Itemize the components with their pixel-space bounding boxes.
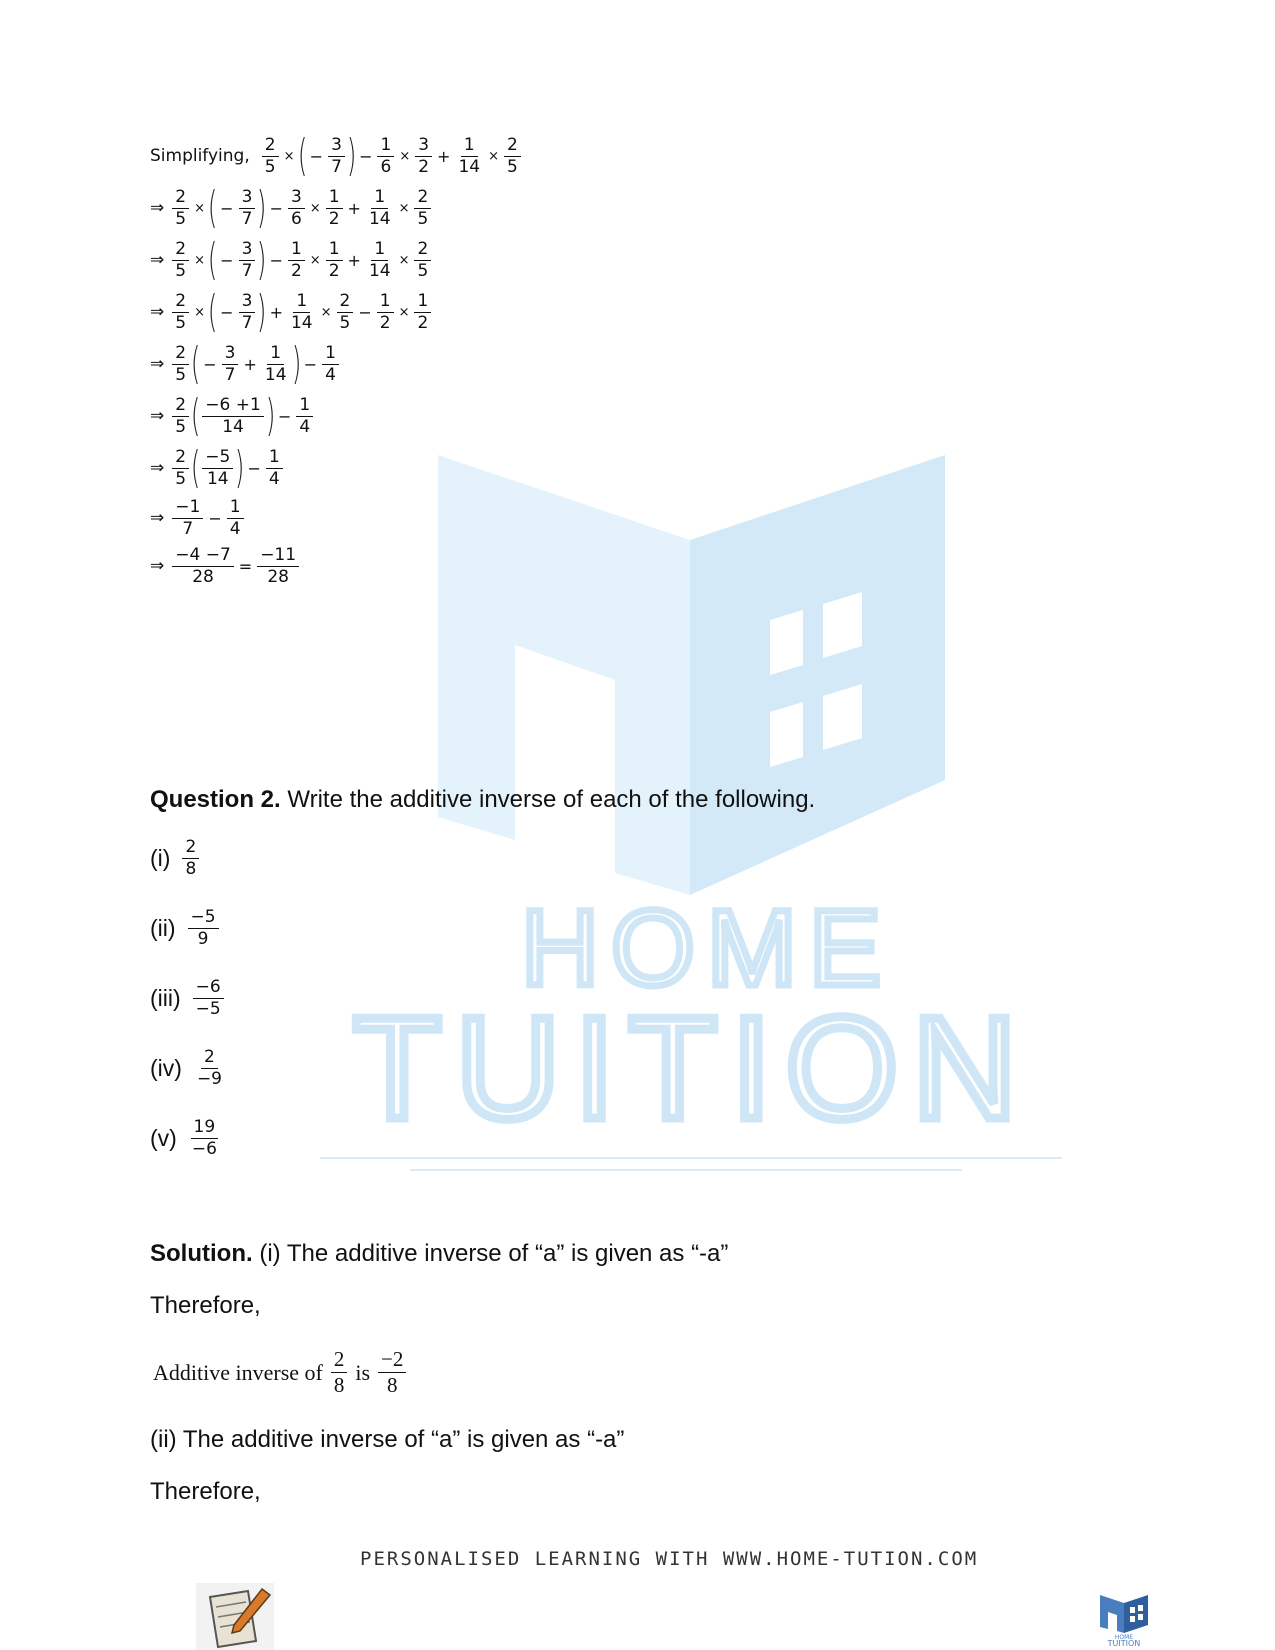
operator: + <box>437 146 451 166</box>
fraction <box>322 344 339 384</box>
operator: × <box>309 252 321 268</box>
numerator: 2 <box>172 396 189 417</box>
parenthesis: ) <box>235 442 245 493</box>
option-ii <box>150 908 221 948</box>
result-inverse-denominator: 8 <box>386 1373 398 1398</box>
fraction <box>222 344 239 384</box>
denominator: 6 <box>290 208 302 229</box>
implies-arrow: ⇒ <box>150 508 165 529</box>
parenthesis: ) <box>257 286 267 337</box>
result-is: is <box>355 1359 371 1385</box>
option-denominator: 8 <box>185 858 197 879</box>
fraction <box>262 136 279 176</box>
denominator: 14 <box>264 364 287 385</box>
operator: − <box>303 354 318 374</box>
denominator: 5 <box>175 468 187 489</box>
solution-line-1 <box>150 1240 728 1268</box>
fraction <box>337 292 354 332</box>
fraction <box>172 240 189 280</box>
solution-text: (i) The additive inverse of “a” is given as “-a” <box>252 1240 729 1267</box>
option-denominator: 9 <box>197 928 209 949</box>
operator: × <box>488 148 499 164</box>
denominator: 14 <box>458 156 481 177</box>
denominator: 2 <box>417 312 429 333</box>
denominator: 5 <box>175 208 187 229</box>
denominator: 5 <box>175 260 187 281</box>
simplify-row <box>150 182 433 233</box>
result-denominator: 8 <box>333 1373 345 1398</box>
operator: + <box>347 198 361 218</box>
simplify-row <box>150 338 341 389</box>
fraction <box>288 292 316 332</box>
numerator: 1 <box>322 344 339 365</box>
fraction <box>377 136 394 176</box>
fraction <box>455 136 483 176</box>
fraction <box>414 188 431 228</box>
question-label: Question 2. <box>150 786 281 813</box>
numerator: 1 <box>227 498 244 519</box>
operator: × <box>283 148 295 164</box>
denominator: 6 <box>380 156 392 177</box>
operator: = <box>238 556 253 576</box>
operator: + <box>347 250 361 270</box>
operator: − <box>203 354 217 374</box>
numerator: 2 <box>172 448 189 469</box>
denominator: 4 <box>268 468 280 489</box>
numerator: 1 <box>326 240 343 261</box>
denominator: 28 <box>267 566 289 587</box>
option-label: (iv) <box>150 1054 182 1081</box>
fraction <box>239 188 256 228</box>
option-numerator: 2 <box>182 838 199 859</box>
numerator: 3 <box>222 344 239 365</box>
numerator: −11 <box>257 546 299 567</box>
fraction <box>239 240 256 280</box>
numerator: 1 <box>326 188 343 209</box>
question-text: Write the additive inverse of each of the following. <box>280 786 816 813</box>
implies-arrow: ⇒ <box>150 556 165 577</box>
numerator: 1 <box>371 240 388 261</box>
fraction <box>257 546 299 586</box>
numerator: 3 <box>239 188 256 209</box>
option-iv <box>150 1048 227 1088</box>
operator: − <box>277 406 292 426</box>
operator: − <box>359 146 373 166</box>
operator: − <box>358 302 372 322</box>
denominator: 7 <box>331 156 342 177</box>
simplify-row <box>150 234 433 285</box>
operator: × <box>320 304 332 320</box>
result-prefix: Additive inverse of <box>153 1359 323 1385</box>
operator: × <box>194 304 205 320</box>
denominator: 7 <box>182 518 194 539</box>
parenthesis: ( <box>207 286 218 337</box>
result-numerator: 2 <box>331 1348 348 1373</box>
fraction <box>415 136 432 176</box>
numerator: 3 <box>239 240 256 261</box>
operator: + <box>243 354 257 374</box>
simplify-row <box>150 498 246 538</box>
solution-label: Solution. <box>150 1240 253 1267</box>
solution-line-2: (ii) The additive inverse of “a” is given as “-a” <box>150 1426 625 1453</box>
operator: − <box>220 250 234 270</box>
option-denominator: −5 <box>195 998 221 1019</box>
simplify-row <box>150 546 301 586</box>
denominator: 2 <box>328 208 340 229</box>
fraction <box>266 448 283 488</box>
denominator: 14 <box>290 312 313 333</box>
simplifying-label: Simplifying, <box>150 146 250 166</box>
fraction <box>172 448 189 488</box>
numerator: 1 <box>377 292 394 313</box>
option-denominator: −9 <box>196 1068 222 1089</box>
operator: × <box>398 252 410 268</box>
denominator: 5 <box>175 416 187 437</box>
watermark-home-text: HOME <box>521 887 893 1008</box>
numerator: 1 <box>293 292 310 313</box>
parenthesis: ( <box>297 130 307 181</box>
operator: − <box>220 198 234 218</box>
operator: − <box>208 508 222 528</box>
operator: × <box>194 200 205 216</box>
numerator: 2 <box>172 240 189 261</box>
fraction <box>262 344 290 384</box>
operator: − <box>269 198 283 218</box>
denominator: 2 <box>290 260 302 281</box>
fraction <box>366 240 394 280</box>
denominator: 2 <box>418 156 430 177</box>
numerator: 2 <box>504 136 521 157</box>
parenthesis: ( <box>190 390 201 441</box>
option-v <box>150 1118 222 1158</box>
denominator: 5 <box>264 156 276 177</box>
option-numerator: 2 <box>201 1048 218 1069</box>
implies-arrow: ⇒ <box>150 302 165 322</box>
operator: × <box>309 200 321 216</box>
parenthesis: ( <box>207 182 218 233</box>
fraction <box>377 292 394 332</box>
denominator: 5 <box>175 364 187 385</box>
logo-text: TUITION <box>1107 1639 1141 1647</box>
operator: − <box>269 250 283 270</box>
fraction <box>288 240 305 280</box>
numerator: 1 <box>461 136 478 157</box>
option-label: (iii) <box>150 984 181 1011</box>
fraction <box>172 292 189 332</box>
parenthesis: ) <box>265 390 276 441</box>
numerator: 2 <box>172 292 189 313</box>
implies-arrow: ⇒ <box>150 406 165 426</box>
option-numerator: −5 <box>188 908 219 929</box>
fraction <box>296 396 313 436</box>
home-tuition-logo-icon <box>1088 1585 1160 1647</box>
watermark-tuition-text: TUITION <box>353 987 1031 1149</box>
fraction <box>504 136 521 176</box>
option-numerator: 19 <box>191 1118 219 1139</box>
option-i <box>150 838 201 878</box>
fraction <box>172 396 189 436</box>
numerator: 1 <box>414 292 431 313</box>
option-denominator: −6 <box>191 1138 217 1159</box>
fraction <box>328 136 345 176</box>
operator: + <box>269 302 283 322</box>
numerator: 2 <box>172 188 189 209</box>
numerator: 2 <box>414 240 431 261</box>
denominator: 14 <box>206 468 229 489</box>
fraction <box>172 344 189 384</box>
operator: × <box>398 200 410 216</box>
denominator: 5 <box>339 312 351 333</box>
numerator: −1 <box>172 498 203 519</box>
result-inverse-numerator: −2 <box>378 1348 406 1373</box>
parenthesis: ) <box>346 130 357 181</box>
denominator: 7 <box>241 208 253 229</box>
denominator: 4 <box>299 416 311 437</box>
numerator: 1 <box>377 136 394 157</box>
numerator: 2 <box>172 344 189 365</box>
operator: − <box>220 302 234 322</box>
therefore-2: Therefore, <box>150 1478 261 1505</box>
operator: × <box>194 252 205 268</box>
denominator: 2 <box>328 260 340 281</box>
denominator: 14 <box>368 260 391 281</box>
logo-small-text: HOME <box>1114 1634 1134 1641</box>
numerator: 2 <box>337 292 354 313</box>
option-numerator: −6 <box>193 978 224 999</box>
operator: − <box>247 458 261 478</box>
denominator: 5 <box>417 260 429 281</box>
numerator: −4 −7 <box>172 546 234 567</box>
numerator: 2 <box>262 136 279 157</box>
simplify-row <box>150 390 315 441</box>
denominator: 5 <box>507 156 518 177</box>
fraction <box>202 396 264 436</box>
fraction <box>288 188 305 228</box>
parenthesis: ) <box>257 182 267 233</box>
denominator: 5 <box>417 208 429 229</box>
denominator: 7 <box>241 260 253 281</box>
denominator: 7 <box>224 364 236 385</box>
fraction <box>172 546 234 586</box>
numerator: 1 <box>267 344 284 365</box>
fraction <box>202 448 233 488</box>
notepad-pencil-icon <box>196 1583 274 1650</box>
numerator: 3 <box>239 292 256 313</box>
fraction <box>227 498 244 538</box>
option-label: (i) <box>150 844 171 871</box>
denominator: 4 <box>325 364 336 385</box>
footer-text: PERSONALISED LEARNING WITH WWW.HOME-TUTION.COM <box>360 1548 979 1570</box>
numerator: 3 <box>415 136 432 157</box>
fraction <box>414 292 431 332</box>
operator: × <box>398 304 410 320</box>
option-label: (ii) <box>150 914 176 941</box>
fraction <box>326 188 343 228</box>
denominator: 4 <box>229 518 241 539</box>
fraction <box>326 240 343 280</box>
implies-arrow: ⇒ <box>150 354 165 374</box>
numerator: −5 <box>202 448 233 469</box>
denominator: 2 <box>379 312 391 333</box>
numerator: 1 <box>266 448 283 469</box>
parenthesis: ) <box>291 338 301 389</box>
option-iii <box>150 978 226 1018</box>
implies-arrow: ⇒ <box>150 250 165 270</box>
operator: − <box>309 146 324 166</box>
option-label: (v) <box>150 1124 177 1151</box>
numerator: 3 <box>288 188 305 209</box>
fraction <box>239 292 256 332</box>
simplify-row <box>150 442 285 493</box>
simplify-row <box>150 286 433 337</box>
numerator: 3 <box>328 136 345 157</box>
denominator: 14 <box>368 208 391 229</box>
additive-inverse-result <box>153 1348 414 1397</box>
numerator: 1 <box>371 188 388 209</box>
fraction <box>414 240 431 280</box>
numerator: 1 <box>296 396 313 417</box>
parenthesis: ( <box>190 338 201 389</box>
fraction <box>172 188 189 228</box>
parenthesis: ) <box>257 234 267 285</box>
question-heading <box>150 786 815 814</box>
fraction <box>366 188 394 228</box>
denominator: 5 <box>175 312 187 333</box>
denominator: 7 <box>241 312 253 333</box>
parenthesis: ( <box>207 234 218 285</box>
numerator: 2 <box>414 188 431 209</box>
implies-arrow: ⇒ <box>150 458 165 478</box>
denominator: 28 <box>192 566 214 587</box>
therefore-1: Therefore, <box>150 1292 261 1319</box>
denominator: 14 <box>222 416 244 437</box>
parenthesis: ( <box>190 442 201 493</box>
implies-arrow: ⇒ <box>150 198 165 218</box>
fraction <box>172 498 203 538</box>
operator: × <box>399 148 411 164</box>
simplify-row <box>150 130 523 181</box>
numerator: −6 +1 <box>202 396 264 417</box>
numerator: 1 <box>288 240 305 261</box>
